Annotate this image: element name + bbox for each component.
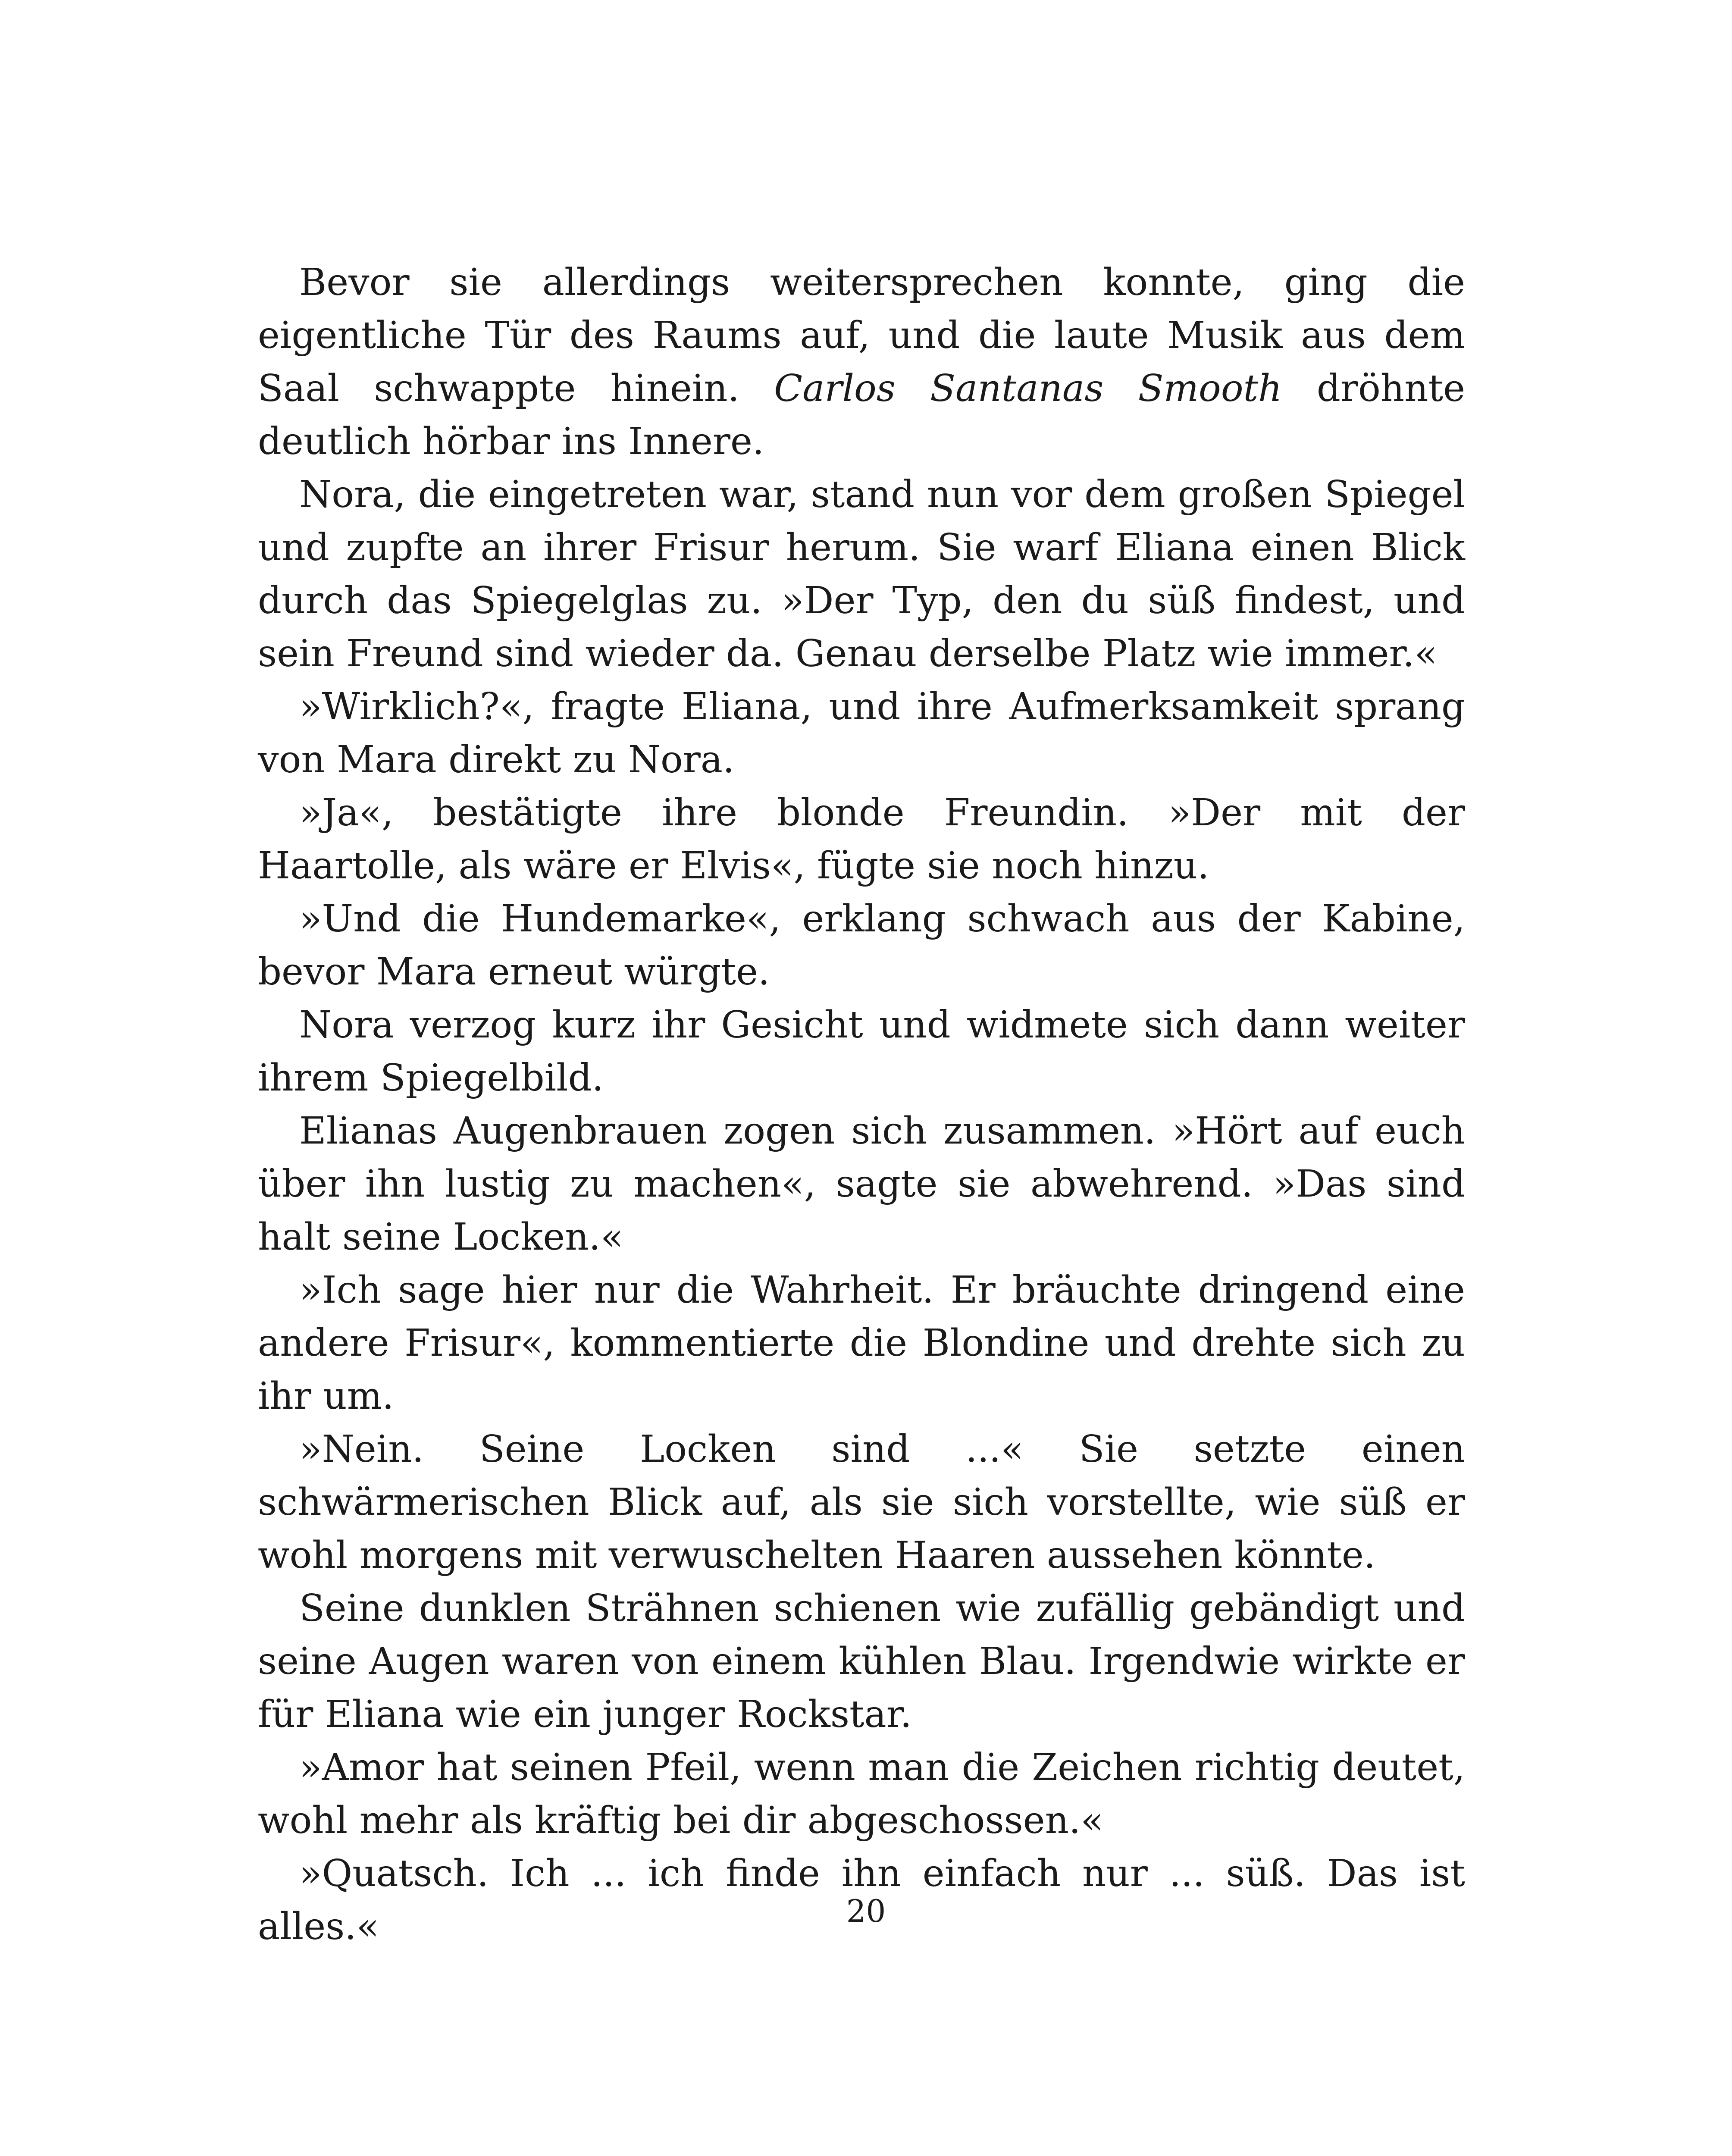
paragraph: »Nein. Seine Locken sind ...« Sie setzte einen schwärmerischen Blick auf, als sie sich vorstellte, wie süß er wohl morgens mit verwuschelten Haaren aussehen könnte. <box>258 1428 1465 1577</box>
paragraph <box>258 256 1465 468</box>
song-title: Carlos Santanas Smooth <box>774 367 1282 410</box>
body-text <box>258 256 1465 1953</box>
paragraph: »Quatsch. Ich ... ich finde ihn einfach nur ... süß. Das ist alles.« <box>258 1852 1465 1948</box>
paragraph: »Wirklich?«, fragte Eliana, und ihre Aufmerksamkeit sprang von Mara direkt zu Nora. <box>258 685 1465 781</box>
paragraph-text: dröhnte deutlich hörbar ins Innere. <box>258 367 1465 463</box>
paragraph: Elianas Augenbrauen zogen sich zusammen. »Hört auf euch über ihn lustig zu machen«, sagte sie abwehrend. »Das sind halt seine Locken.« <box>258 1109 1465 1259</box>
paragraph: »Ja«, bestätigte ihre blonde Freundin. »Der mit der Haartolle, als wäre er Elvis«, fügte sie noch hinzu. <box>258 791 1465 887</box>
paragraph: »Und die Hundemarke«, erklang schwach aus der Kabine, bevor Mara erneut würgte. <box>258 897 1465 993</box>
paragraph: »Ich sage hier nur die Wahrheit. Er bräuchte dringend eine andere Frisur«, kommentierte die Blondine und drehte sich zu ihr um. <box>258 1269 1465 1418</box>
paragraph: Seine dunklen Strähnen schienen wie zufällig gebändigt und seine Augen waren von einem kühlen Blau. Irgendwie wirkte er für Eliana wie ein junger Rockstar. <box>258 1587 1465 1736</box>
paragraph: »Amor hat seinen Pfeil, wenn man die Zeichen richtig deutet, wohl mehr als kräftig bei dir abgeschossen.« <box>258 1746 1465 1842</box>
paragraph: Nora, die eingetreten war, stand nun vor dem großen Spiegel und zupfte an ihrer Frisur herum. Sie warf Eliana einen Blick durch das Spiegelglas zu. »Der Typ, den du süß findest, und sein Freund sind wieder da. Genau derselbe Platz wie immer.« <box>258 473 1465 675</box>
paragraph-text: Bevor sie allerdings weitersprechen konnte, ging die eigentliche Tür des Raums auf, und die laute Musik aus dem Saal schwappte hinein. <box>258 261 1465 410</box>
paragraph: Nora verzog kurz ihr Gesicht und widmete sich dann weiter ihrem Spiegelbild. <box>258 1003 1465 1100</box>
page-number: 20 <box>846 1893 886 1929</box>
